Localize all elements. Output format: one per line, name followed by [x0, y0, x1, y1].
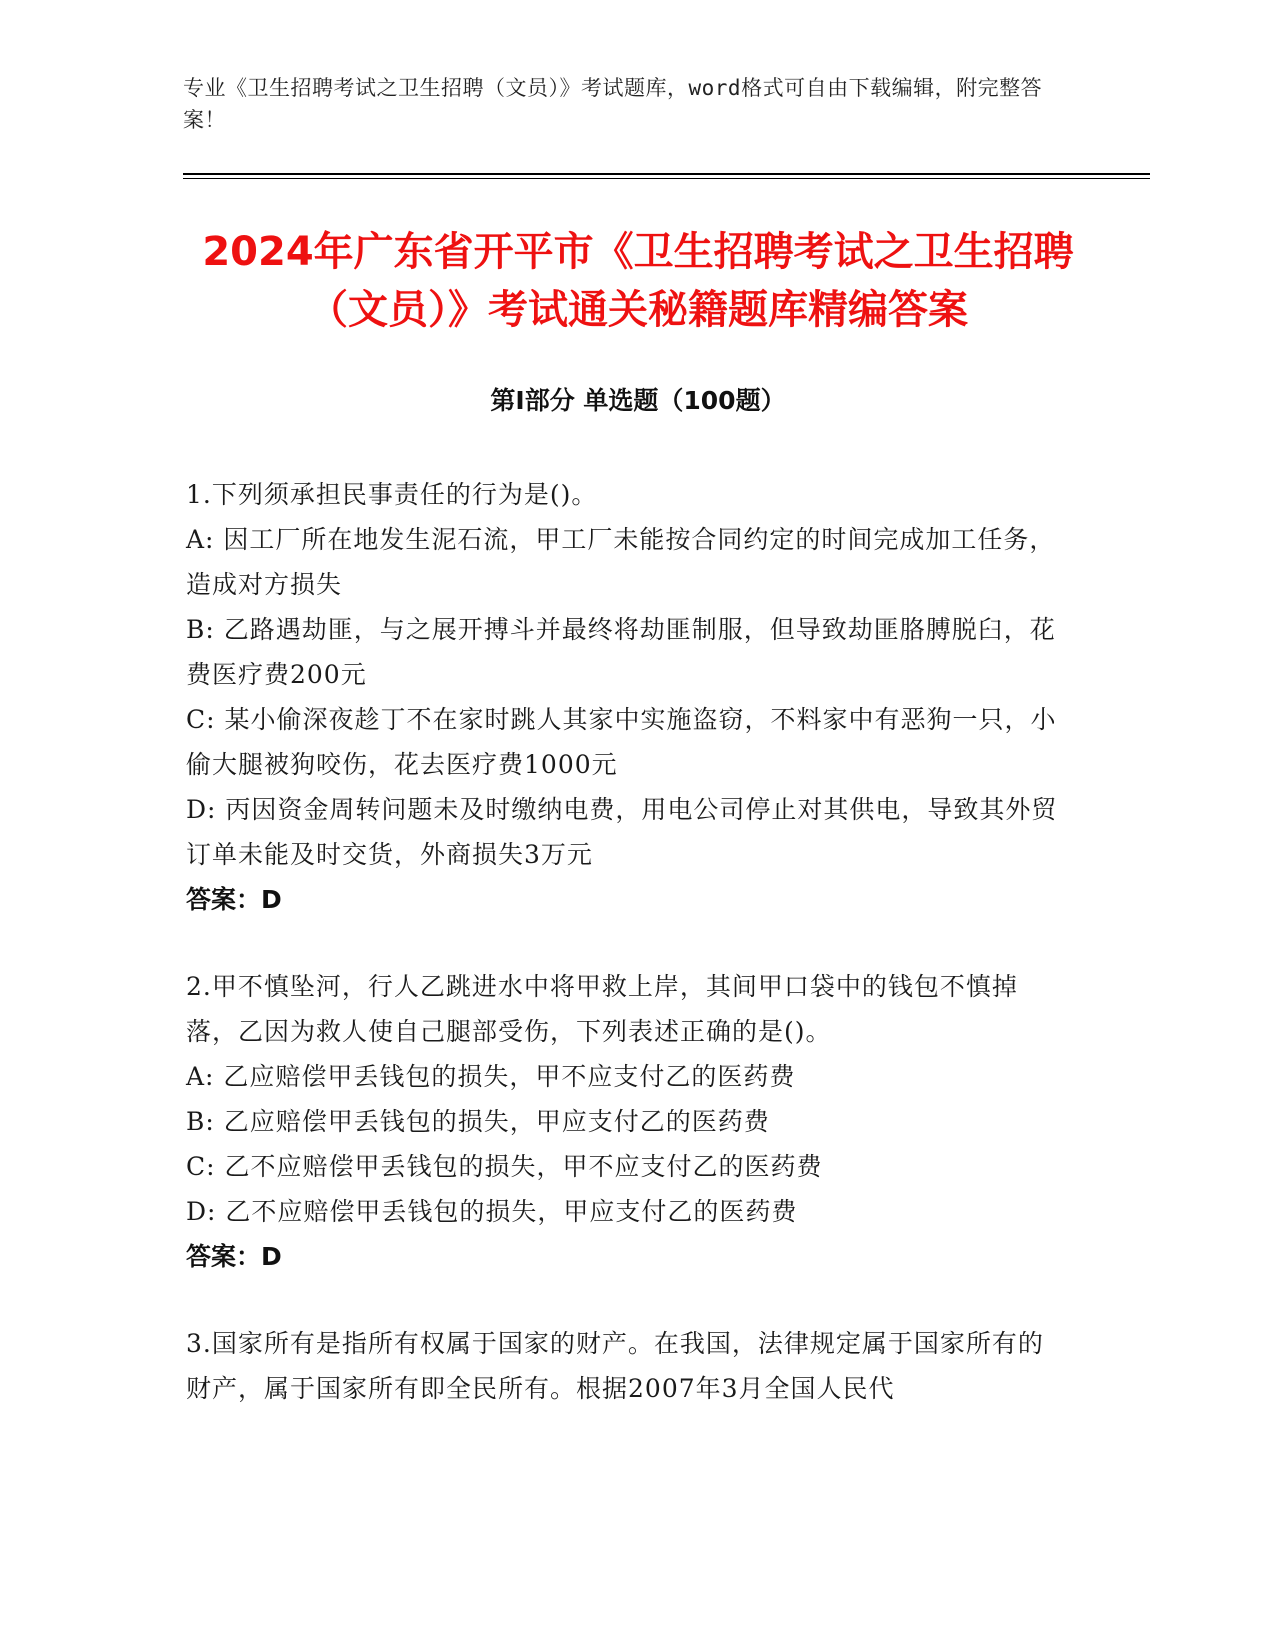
section-title: 第Ⅰ部分 单选题（100题） — [490, 386, 786, 415]
option-a: A: 乙应赔偿甲丢钱包的损失，甲不应支付乙的医药费 — [186, 1062, 796, 1091]
document-title: 2024年广东省开平市《卫生招聘考试之卫生招聘（文员）》考试通关秘籍题库精编答案 — [202, 229, 1074, 333]
option-a: A: 因工厂所在地发生泥石流，甲工厂未能按合同约定的时间完成加工任务，造成对方损失 — [186, 525, 1056, 599]
option-b: B: 乙应赔偿甲丢钱包的损失，甲应支付乙的医药费 — [186, 1107, 770, 1136]
question-2 — [186, 964, 1066, 1279]
option-d: D: 乙不应赔偿甲丢钱包的损失，甲应支付乙的医药费 — [186, 1197, 798, 1226]
question-list — [186, 472, 1066, 1453]
question-3 — [186, 1321, 1066, 1411]
answer-label: 答案：D — [186, 885, 282, 914]
option-d: D: 丙因资金周转问题未及时缴纳电费，用电公司停止对其供电，导致其外贸订单未能及时交货，外商损失3万元 — [186, 795, 1058, 869]
question-stem: 3.国家所有是指所有权属于国家的财产。在我国，法律规定属于国家所有的财产，属于国家所有即全民所有。根据2007年3月全国人民代 — [186, 1329, 1044, 1403]
question-stem: 2.甲不慎坠河，行人乙跳进水中将甲救上岸，其间甲口袋中的钱包不慎掉落，乙因为救人使自己腿部受伤，下列表述正确的是()。 — [186, 972, 1018, 1046]
answer-label: 答案：D — [186, 1242, 282, 1271]
header-rule-thick — [183, 173, 1150, 175]
option-c: C: 某小偷深夜趁丁不在家时跳人其家中实施盗窃，不料家中有恶狗一只，小偷大腿被狗咬伤，花去医疗费1000元 — [186, 705, 1057, 779]
question-stem: 1.下列须承担民事责任的行为是()。 — [186, 480, 598, 509]
question-1 — [186, 472, 1066, 922]
option-c: C: 乙不应赔偿甲丢钱包的损失，甲不应支付乙的医药费 — [186, 1152, 823, 1181]
header-rule-thin — [183, 178, 1150, 179]
header-note: 专业《卫生招聘考试之卫生招聘（文员）》考试题库，word格式可自由下载编辑，附完整答案！ — [183, 76, 1043, 132]
option-b: B: 乙路遇劫匪，与之展开搏斗并最终将劫匪制服，但导致劫匪胳膊脱臼，花费医疗费200元 — [186, 615, 1056, 689]
